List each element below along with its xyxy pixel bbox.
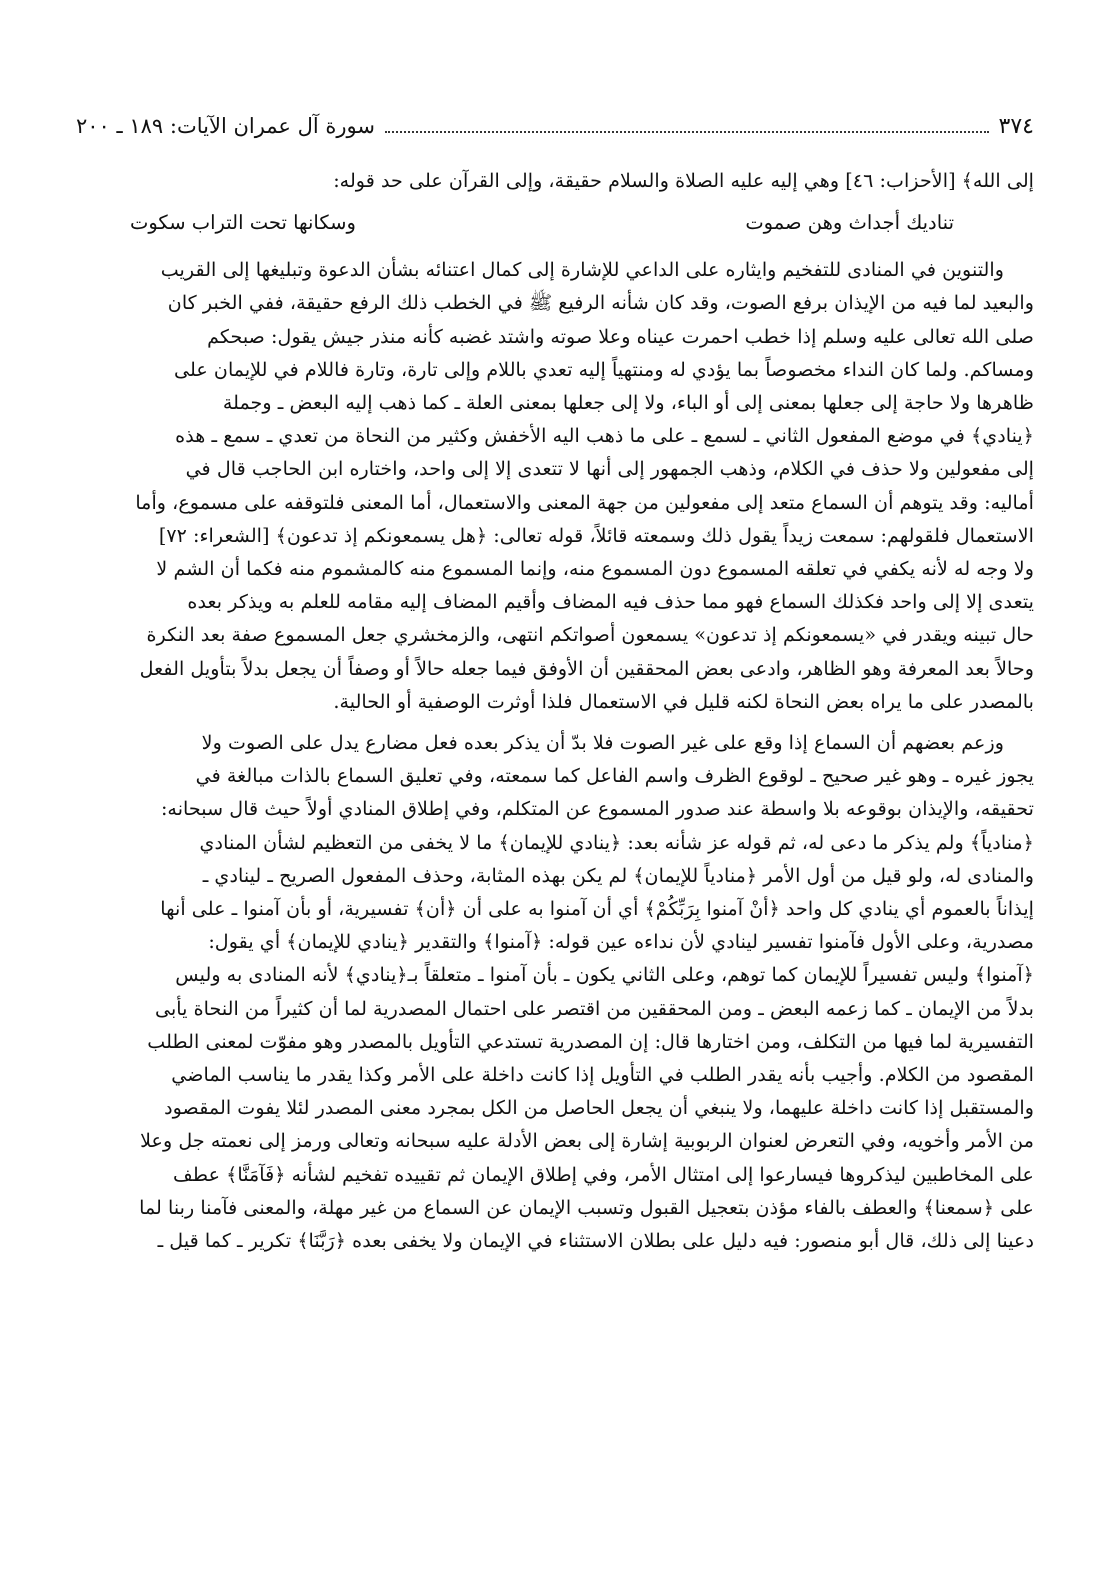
text-line: على ﴿سمعنا﴾ والعطف بالفاء مؤذن بتعجيل القبول وتسبب الإيمان عن السماع من غير مهلة، والمعنى فآمنا ربنا لما <box>139 1195 1034 1219</box>
text-line: تحقيقه، والإيذان بوقوعه بلا واسطة عند صدور المسموع عن المتكلم، وفي إطلاق المنادي أولاً حيث قال سبحانه: <box>160 797 1034 821</box>
text-line: الاستعمال فلقولهم: سمعت زيداً يقول ذلك وسمعته قائلاً، قوله تعالى: ﴿هل يسمعونكم إذ تدعون﴾ [الشعراء: ٧٢] <box>158 523 1034 547</box>
text-line: أماليه: وقد يتوهم أن السماع متعد إلى مفعولين من جهة المعنى والاستعمال، أما المعنى فلتوقفه على مسموع، وأما <box>135 490 1034 514</box>
text-line: التفسيرية لما فيها من التكلف، ومن اختارها قال: إن المصدرية تستدعي التأويل بالمصدر وهو مفوّت لمعنى الطلب <box>147 1029 1034 1053</box>
running-header <box>76 114 1034 139</box>
text-line: بدلاً من الإيمان ـ كما زعمه البعض ـ ومن المحققين من اقتصر على احتمال المصدرية لما أن كثيراً من النحاة يأبى <box>154 996 1034 1020</box>
paragraph-spacer <box>70 718 1034 726</box>
text-line: ومساكم. ولما كان النداء مخصوصاً بما يؤدي له ومنتهياً إليه تعدي باللام وإلى تارة، وتارة فاللام في للإيمان على <box>173 357 1034 381</box>
text-line: وحالاً بعد المعرفة وهو الظاهر، وادعى بعض المحققين أن الأوفق فيما جعله حالاً أو وصفاً أن يجعل بدلاً بتأويل الفعل <box>139 656 1034 680</box>
text-line: والمنادى له، ولو قيل من أول الأمر ﴿منادياً للإيمان﴾ لم يكن بهذه المثابة، وحذف المفعول الصريح ـ لينادي ـ <box>202 863 1034 887</box>
paragraph-1 <box>70 253 1034 718</box>
opening-line: إلى الله﴾ [الأحزاب: ٤٦] وهي إليه عليه الصلاة والسلام حقيقة، وإلى القرآن على حد قوله: <box>333 169 1034 192</box>
text-line: مصدرية، وعلى الأول فآمنوا تفسير لينادي لأن نداءه عين قوله: ﴿آمنوا﴾ والتقدير ﴿ينادي للإيمان﴾ أي يقول: <box>208 930 1034 954</box>
text-line: ﴿ينادي﴾ في موضع المفعول الثاني ـ لسمع ـ على ما ذهب اليه الأخفش وكثير من النحاة من تعدي ـ سمع ـ هذه <box>175 424 1034 448</box>
page-number: ٣٧٤ <box>998 114 1034 139</box>
text-line: بالمصدر على ما يراه بعض النحاة لكنه قليل في الاستعمال فلذا أوثرت الوصفية أو الحالية. <box>333 689 1034 713</box>
text-line: وزعم بعضهم أن السماع إذا وقع على غير الصوت فلا بدّ أن يذكر بعده فعل مضارع يدل على الصوت ولا <box>201 731 1004 755</box>
text-line: يتعدى إلا إلى واحد فكذلك السماع فهو مما حذف فيه المضاف وأقيم المضاف إليه مقامه للعلم به ويذكر بعده <box>187 590 1034 614</box>
text-line: إيذاناً بالعموم أي ينادي كل واحد ﴿أنْ آمنوا بِرَبِّكُمْ﴾ أي أن آمنوا به على أن ﴿أن﴾ تفسيرية، أو بأن آمنوا ـ على أنها <box>160 897 1034 921</box>
text-line: على المخاطبين ليذكروها فيسارعوا إلى امتثال الأمر، وفي إطلاق الإيمان ثم تقييده تفخيم لشأنه ﴿فَآمَنَّا﴾ عطف <box>172 1162 1034 1186</box>
main-text <box>70 164 1034 1257</box>
text-line: يجوز غيره ـ وهو غير صحيح ـ لوقوع الظرف واسم الفاعل كما سمعته، وفي تعليق السماع بالذات مبالغة في <box>195 764 1034 788</box>
text-line: والمستقبل إذا كانت داخلة عليهما، ولا ينبغي أن يجعل الحاصل من الكل بمجرد معنى المصدر لئلا يفوت المقصود <box>164 1096 1034 1120</box>
text-line: ﴿منادياً﴾ ولم يذكر ما دعى له، ثم قوله عز شأنه بعد: ﴿ينادي للإيمان﴾ ما لا يخفى من التعظيم لشأن المنادي <box>199 830 1034 854</box>
text-line: حال تبينه ويقدر في «يسمعونكم إذ تدعون» يسمعون أصواتكم انتهى، والزمخشري جعل المسموع صفة بعد النكرة <box>146 623 1034 647</box>
text-line: ظاهرها ولا حاجة إلى جعلها بمعنى إلى أو الباء، ولا إلى جعلها بمعنى العلة ـ كما ذهب إليه البعض ـ وجملة <box>222 391 1034 415</box>
poetry-verse <box>70 197 1034 253</box>
verse-hemistich-second: وسكانها تحت التراب سكوت <box>130 211 356 235</box>
text-line: والتنوين في المنادى للتفخيم وايثاره على الداعي للإشارة إلى كمال اعتنائه بشأن الدعوة وتبليغها إلى القريب <box>160 258 1004 282</box>
text-line: صلى الله تعالى عليه وسلم إذا خطب احمرت عيناه وعلا صوته واشتد غضبه كأنه منذر جيش يقول: صبحكم <box>207 324 1034 348</box>
paragraph-2 <box>70 726 1034 1257</box>
text-line: والبعيد لما فيه من الإيذان برفع الصوت، وقد كان شأنه الرفيع ﷺ في الخطب ذلك الرفع حقيقة، ففي الخبر كان <box>167 291 1034 315</box>
leader-dots <box>385 131 989 133</box>
text-line: ﴿آمنوا﴾ وليس تفسيراً للإيمان كما توهم، وعلى الثاني يكون ـ بأن آمنوا ـ متعلقاً بـ﴿ينادي﴾ لأنه المنادى به وليس <box>175 963 1034 987</box>
text-line: دعينا إلى ذلك، قال أبو منصور: فيه دليل على بطلان الاستثناء في الإيمان ولا يخفى بعده ﴿رَبَّنَا﴾ تكرير ـ كما قيل ـ <box>157 1229 1034 1253</box>
text-line: من الأمر وأخويه، وفي التعرض لعنوان الربوبية إشارة إلى بعض الأدلة عليه سبحانه وتعالى ورمز إلى نعمته جل وعلا <box>140 1129 1034 1153</box>
text-line: ولا وجه له لأنه يكفي في تعلقه المسموع دون المسموع منه، وإنما المسموع منه كالمشموم منه فكما أن الشم لا <box>156 557 1034 581</box>
verse-hemistich-first: تناديك أجداث وهن صموت <box>745 211 954 235</box>
surah-title: سورة آل عمران الآيات: ١٨٩ ـ ٢٠٠ <box>76 114 375 138</box>
text-line: إلى مفعولين ولا حذف في الكلام، وذهب الجمهور إلى أنها لا تتعدى إلا إلى واحد، واختاره ابن الحاجب قال في <box>185 457 1034 481</box>
text-line: المقصود من الكلام. وأجيب بأنه يقدر الطلب في التأويل إذا كانت داخلة على الأمر وكذا يقدر ما يناسب الماضي <box>171 1063 1034 1087</box>
